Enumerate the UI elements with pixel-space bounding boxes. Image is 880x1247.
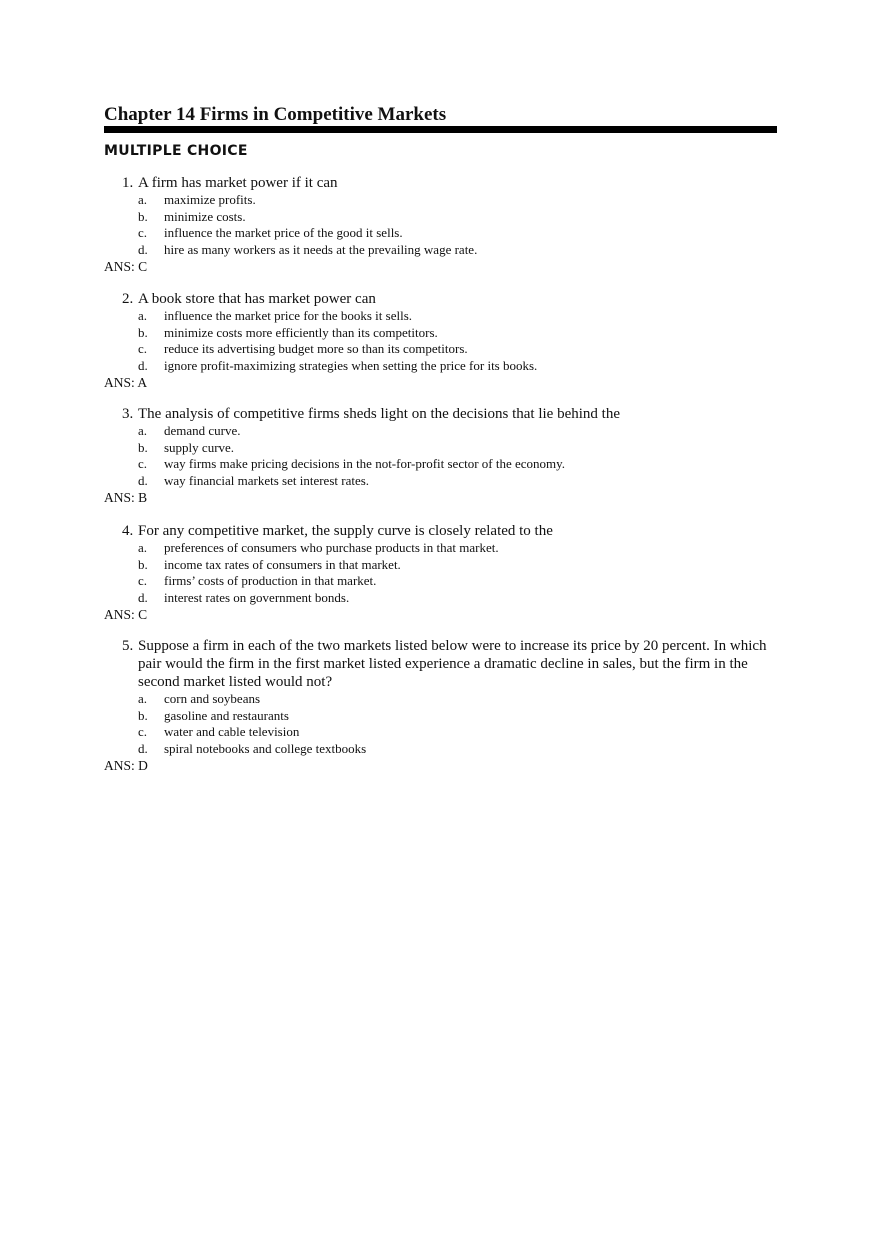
choice-text: demand curve. [164,423,241,438]
choice-letter: c. [138,573,148,589]
choice-b [138,708,880,725]
question-5 [0,637,880,774]
choice-a [138,192,880,209]
answer-key: ANS: C [104,258,148,274]
question-number: 4. [122,523,134,539]
choice-d [138,741,880,758]
question-3 [0,405,880,506]
choice-b [138,557,880,574]
choice-b [138,325,880,342]
choice-text: supply curve. [164,439,235,455]
answer-key: ANS: A [104,374,148,390]
question-text: Suppose a firm in each of the two markets listed below were to increase its price by 20 percent. In which pair would the firm in the first market listed experience a dramatic decline in sales, but the firm in the second market listed would not? [138,638,767,690]
choice-letter: b. [138,324,148,340]
choice-d [138,473,880,490]
question-4 [0,522,880,623]
question-number: 3. [122,406,134,422]
choice-letter: a. [138,691,148,706]
question-stem [122,522,773,540]
choice-text: minimize costs more efficiently than its competitors. [164,324,438,340]
choice-letter: c. [138,456,148,472]
choice-d [138,590,880,607]
choice-text: corn and soybeans [164,691,261,706]
question-text: A book store that has market power can [138,291,376,307]
choice-letter: d. [138,358,148,374]
question-2 [0,290,880,391]
choice-text: reduce its advertising budget more so than its competitors. [164,341,468,357]
question-stem [122,290,773,308]
choice-text: hire as many workers as it needs at the prevailing wage rate. [164,242,478,258]
choice-a [138,540,880,557]
choice-letter: a. [138,308,148,323]
choice-c [138,724,880,741]
choice-c [138,225,880,242]
title-rule [104,126,777,133]
choice-a [138,691,880,708]
chapter-title: Chapter 14 Firms in Competitive Markets [104,104,447,125]
answer-key: ANS: B [104,489,148,505]
answer-key: ANS: C [104,606,148,622]
choice-letter: a. [138,540,148,555]
choice-text: way firms make pricing decisions in the not-for-profit sector of the economy. [164,456,566,472]
question-stem [122,174,773,192]
choice-letter: d. [138,741,148,757]
choice-letter: b. [138,439,148,455]
choice-letter: b. [138,707,148,723]
question-number: 2. [122,291,134,307]
choice-text: preferences of consumers who purchase products in that market. [164,540,499,555]
choice-d [138,242,880,259]
choice-text: ignore profit-maximizing strategies when setting the price for its books. [164,358,538,374]
choice-letter: c. [138,724,148,740]
choice-letter: c. [138,225,148,241]
choice-c [138,573,880,590]
choice-text: minimize costs. [164,208,246,224]
choice-text: influence the market price of the good it sells. [164,225,403,241]
choice-letter: b. [138,208,148,224]
choice-text: firms’ costs of production in that market. [164,573,377,589]
choice-letter: d. [138,473,148,489]
question-1 [0,174,880,275]
choice-b [138,209,880,226]
choice-letter: a. [138,192,148,207]
choice-letter: b. [138,556,148,572]
choice-letter: d. [138,590,148,606]
question-text: A firm has market power if it can [138,175,338,191]
question-stem [122,405,773,423]
choice-text: water and cable television [164,724,300,740]
choice-letter: c. [138,341,148,357]
question-number: 5. [122,638,134,654]
choice-text: income tax rates of consumers in that market. [164,556,401,572]
choice-text: influence the market price for the books it sells. [164,308,413,323]
choice-text: interest rates on government bonds. [164,590,350,606]
question-number: 1. [122,175,134,191]
choice-text: spiral notebooks and college textbooks [164,741,367,757]
choice-letter: a. [138,423,148,438]
choice-c [138,456,880,473]
question-stem [122,637,773,691]
choice-d [138,358,880,375]
choice-letter: d. [138,242,148,258]
section-heading: MULTIPLE CHOICE [104,143,248,159]
choice-a [138,308,880,325]
choice-text: way financial markets set interest rates. [164,473,370,489]
question-text: The analysis of competitive firms sheds light on the decisions that lie behind the [138,406,620,422]
choice-text: maximize profits. [164,192,256,207]
choice-c [138,341,880,358]
choice-a [138,423,880,440]
answer-key: ANS: D [104,757,148,773]
choice-text: gasoline and restaurants [164,707,289,723]
question-text: For any competitive market, the supply curve is closely related to the [138,523,553,539]
choice-b [138,440,880,457]
